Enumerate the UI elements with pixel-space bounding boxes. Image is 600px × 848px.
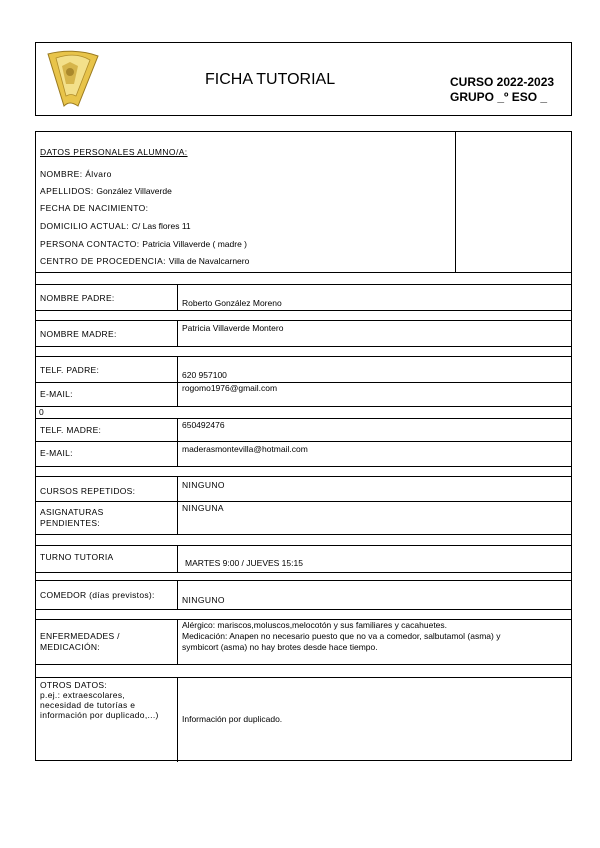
repeated-courses-value: NINGUNO: [182, 480, 225, 490]
father-name-value: Roberto González Moreno: [182, 298, 282, 308]
student-name: NOMBRE: Álvaro: [40, 169, 112, 179]
pending-subjects-value: NINGUNA: [182, 503, 224, 513]
father-email-value: rogomo1976@gmail.com: [182, 383, 278, 393]
mother-email-value: maderasmontevilla@hotmail.com: [182, 444, 308, 454]
mother-name-label: NOMBRE MADRE:: [40, 329, 117, 339]
illness-label: ENFERMEDADES / MEDICACIÓN:: [40, 631, 120, 652]
personal-data-heading: DATOS PERSONALES ALUMNO/A:: [40, 147, 188, 157]
contact-person: PERSONA CONTACTO: Patricia Villaverde ( madre ): [40, 239, 248, 249]
other-data-label: OTROS DATOS: p.ej.: extraescolares, necesidad de tutorías e información por duplicado,...): [40, 680, 159, 720]
course-group: GRUPO _º ESO _: [450, 90, 548, 104]
father-phone-value: 620 957100: [182, 370, 227, 380]
canteen-value: NINGUNO: [182, 595, 225, 605]
other-data-value: Información por duplicado.: [182, 714, 283, 724]
father-phone-label: TELF. PADRE:: [40, 365, 100, 375]
birth-date: FECHA DE NACIMIENTO:: [40, 203, 149, 213]
tutoring-shift-label: TURNO TUTORIA: [40, 552, 114, 562]
illness-value: Alérgico: mariscos,moluscos,melocotón y sus familiares y cacahuetes. Medicación: Anapen no necesario puesto que no va a comedor, salbutamol (asma) y symbicort (asma) no hay brotes desde hace tiempo.: [182, 620, 501, 652]
mother-name-value: Patricia Villaverde Montero: [182, 323, 284, 333]
student-surnames: APELLIDOS: González Villaverde: [40, 186, 172, 196]
mother-phone-label: TELF. MADRE:: [40, 425, 102, 435]
zero-value: 0: [39, 407, 45, 417]
canteen-label: COMEDOR (días previstos):: [40, 590, 155, 600]
course-info: [450, 75, 554, 105]
father-email-label: E-MAIL:: [40, 389, 73, 399]
address: DOMICILIO ACTUAL: C/ Las flores 11: [40, 221, 191, 231]
father-name-label: NOMBRE PADRE:: [40, 293, 115, 303]
repeated-courses-label: CURSOS REPETIDOS:: [40, 486, 136, 496]
tutoring-shift-value: MARTES 9:00 / JUEVES 15:15: [185, 558, 303, 568]
school-logo-icon: [42, 48, 102, 110]
pending-subjects-label: ASIGNATURAS PENDIENTES:: [40, 507, 104, 528]
course-year: CURSO 2022-2023: [450, 75, 555, 89]
mother-phone-value: 650492476: [182, 420, 225, 430]
photo-divider: [455, 132, 456, 272]
origin-school: CENTRO DE PROCEDENCIA: Villa de Navalcarnero: [40, 256, 250, 266]
page-title: FICHA TUTORIAL: [205, 71, 336, 88]
mother-email-label: E-MAIL:: [40, 448, 73, 458]
